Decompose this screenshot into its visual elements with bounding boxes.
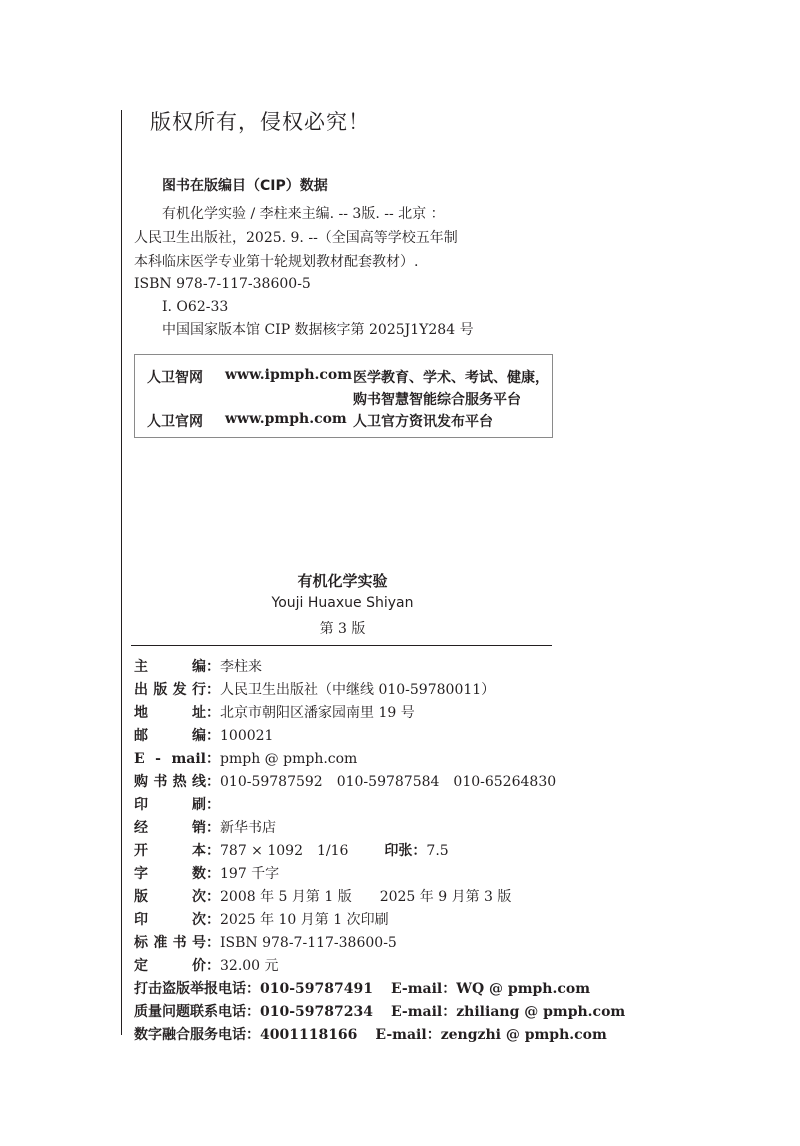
hotline-email[interactable]: zhiliang @ pmph.com <box>456 1004 626 1020</box>
hotline-row: 数字融合服务电话：4001118166 E-mail：zengzhi @ pmph.com <box>134 1027 607 1043</box>
info-row: 印次：2025 年 10 月第 1 次印刷 <box>134 909 574 929</box>
hotline-label: 质量问题联系电话 <box>134 1004 246 1020</box>
info-label: 经销 <box>134 820 206 836</box>
hotline-phone: 010-59787234 <box>260 1004 373 1020</box>
info-value: 人民卫生出版社（中继线 010-59780011） <box>220 682 496 698</box>
info-label: 购书热线 <box>134 774 206 790</box>
info-label: 印次 <box>134 912 206 928</box>
info-label: 出版发行 <box>134 682 206 698</box>
cip-record-number: 中国国家版本馆 CIP 数据核字第 2025J1Y284 号 <box>162 322 474 338</box>
info-row: 购书热线：010-59787592 010-59787584 010-65264830 <box>134 771 574 791</box>
info-row: 邮编：100021 <box>134 725 574 745</box>
info-label: 邮编 <box>134 728 206 744</box>
info-value: 010-59787592 010-59787584 010-65264830 <box>220 774 557 790</box>
info-row: 地址：北京市朝阳区潘家园南里 19 号 <box>134 702 574 722</box>
book-edition: 第 3 版 <box>319 621 366 637</box>
copyright-notice: 版权所有，侵权必究！ <box>150 110 370 134</box>
info-value: 2025 年 10 月第 1 次印刷 <box>220 912 389 928</box>
info-value: ISBN 978-7-117-38600-5 <box>220 935 397 951</box>
cip-line-3: 本科临床医学专业第十轮规划教材配套教材）. <box>134 254 419 270</box>
info-row: E - mail：pmph @ pmph.com <box>134 751 358 767</box>
info-label: 印刷 <box>134 797 206 813</box>
info-label: 标准书号 <box>134 935 206 951</box>
info-row: 开本：787 × 1092 1/16 印张：7.5 <box>134 840 574 860</box>
website-box <box>134 354 553 438</box>
website-url[interactable]: www.pmph.com <box>225 411 347 427</box>
info-extra-label: 印张 <box>384 843 413 859</box>
info-value: 100021 <box>220 728 274 744</box>
website-name: 人卫智网 <box>147 370 203 386</box>
hotline-email-label: E-mail <box>390 981 443 997</box>
info-row: 经销：新华书店 <box>134 817 574 837</box>
title-divider <box>131 645 552 646</box>
cip-classification: Ⅰ. O62-33 <box>162 299 229 315</box>
hotline-phone: 010-59787491 <box>260 981 373 997</box>
info-label: E - mail <box>134 751 206 767</box>
info-value: pmph @ pmph.com <box>220 751 358 767</box>
info-row: 印刷： <box>134 794 574 814</box>
website-row <box>147 411 203 431</box>
hotline-row: 质量问题联系电话：010-59787234 E-mail：zhiliang @ pmph.com <box>134 1004 626 1020</box>
website-description: 医学教育、学术、考试、健康， <box>353 370 549 386</box>
info-value: 新华书店 <box>220 820 276 836</box>
website-description: 人卫官方资讯发布平台 <box>353 414 493 430</box>
website-row <box>147 367 203 387</box>
info-value: 2008 年 5 月第 1 版 2025 年 9 月第 3 版 <box>220 889 512 905</box>
info-row: 字数：197 千字 <box>134 863 574 883</box>
info-value: 李柱来 <box>220 659 262 675</box>
info-label: 字数 <box>134 866 206 882</box>
book-title: 有机化学实验 <box>297 572 388 590</box>
info-row: 出版发行：人民卫生出版社（中继线 010-59780011） <box>134 679 574 699</box>
info-value: 北京市朝阳区潘家园南里 19 号 <box>220 705 415 721</box>
cip-title: 图书在版编目（CIP）数据 <box>162 178 328 194</box>
info-value: 197 千字 <box>220 866 280 882</box>
info-label: 开本 <box>134 843 206 859</box>
hotline-email-label: E-mail <box>375 1027 427 1043</box>
website-description-2: 购书智慧智能综合服务平台 <box>353 392 521 408</box>
info-value: 787 × 1092 1/16 <box>220 843 349 859</box>
info-row: 主编：李柱来 <box>134 656 574 676</box>
info-label: 版次 <box>134 889 206 905</box>
hotline-row: 打击盗版举报电话：010-59787491 E-mail：WQ @ pmph.com <box>134 981 591 997</box>
website-name: 人卫官网 <box>147 414 203 430</box>
info-row: 定价：32.00 元 <box>134 955 574 975</box>
info-label: 主编 <box>134 659 206 675</box>
info-extra-value: 7.5 <box>426 843 449 859</box>
hotline-email[interactable]: WQ @ pmph.com <box>456 981 591 997</box>
info-row: 标准书号：ISBN 978-7-117-38600-5 <box>134 932 574 952</box>
hotline-email-label: E-mail <box>390 1004 443 1020</box>
hotline-email[interactable]: zengzhi @ pmph.com <box>440 1027 607 1043</box>
cip-line-2: 人民卫生出版社，2025. 9. --（全国高等学校五年制 <box>134 230 458 246</box>
hotline-phone: 4001118166 <box>260 1027 358 1043</box>
hotline-label: 打击盗版举报电话 <box>134 981 246 997</box>
book-pinyin-title: Youji Huaxue Shiyan <box>271 595 414 611</box>
website-url[interactable]: www.ipmph.com <box>225 367 353 383</box>
info-value: 32.00 元 <box>220 958 279 974</box>
info-row: 版次：2008 年 5 月第 1 版 2025 年 9 月第 3 版 <box>134 886 574 906</box>
cip-isbn: ISBN 978-7-117-38600-5 <box>134 276 311 292</box>
cip-line-1: 有机化学实验 / 李柱来主编. -- 3版. -- 北京 ： <box>162 206 445 222</box>
hotline-label: 数字融合服务电话 <box>134 1027 246 1043</box>
info-label: 定价 <box>134 958 206 974</box>
info-label: 地址 <box>134 705 206 721</box>
